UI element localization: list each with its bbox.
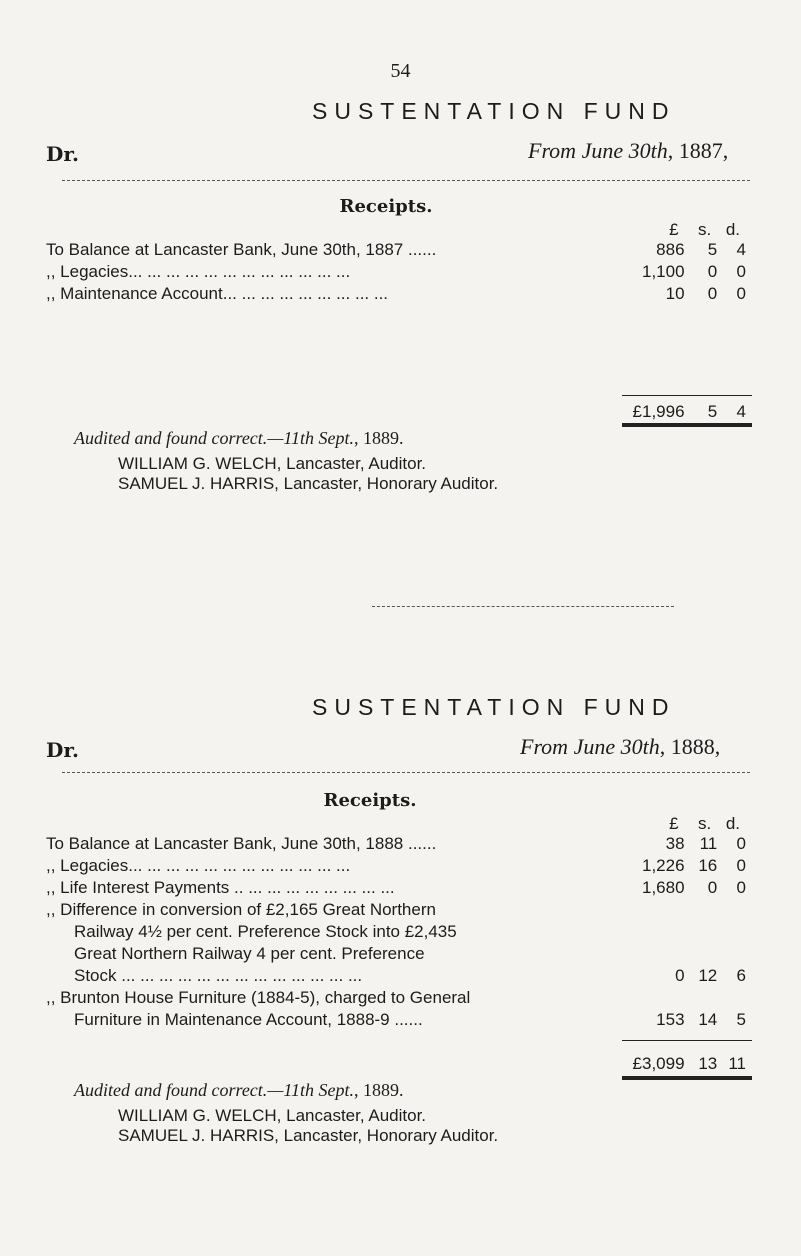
from-suffix: th <box>642 734 660 759</box>
table-row: Great Northern Railway 4 per cent. Preference <box>74 944 425 963</box>
receipts-table <box>46 834 746 1032</box>
from-month: June <box>581 138 624 163</box>
fund-title: SUSTENTATION FUND <box>312 694 676 720</box>
table-row: ,, Life Interest Payments .. ... ... ... ... ... ... ... ... 1,680 0 0 <box>46 878 746 897</box>
currency-header: £ s. d. <box>669 814 740 833</box>
receipts-heading: Receipts. <box>323 790 417 811</box>
audited-note: Audited and found correct.—11th Sept., 1889. <box>74 1080 404 1100</box>
table-row: ,, Maintenance Account... ... ... ... ... ... ... ... ... 10 0 0 <box>46 284 746 303</box>
header-rule <box>62 772 750 773</box>
table-row: ,, Legacies... ... ... ... ... ... ... ... ... ... ... ... 1,100 0 0 <box>46 262 746 281</box>
table-row: ,, Brunton House Furniture (1884-5), charged to General <box>46 988 471 1007</box>
from-prefix: From <box>528 138 582 163</box>
currency-header: £ s. d. <box>669 220 740 239</box>
dr-label: Dr. <box>46 142 80 166</box>
receipts-table <box>46 240 746 306</box>
audited-note: Audited and found correct.—11th Sept., 1889. <box>74 428 404 448</box>
from-suffix: th <box>650 138 668 163</box>
header-rule <box>62 180 750 181</box>
page-number: 54 <box>390 60 411 82</box>
from-day: 30 <box>615 734 643 759</box>
auditor-signature: SAMUEL J. HARRIS, Lancaster, Honorary Auditor. <box>118 1126 499 1145</box>
from-year: , 1887, <box>667 138 729 163</box>
period-heading <box>520 734 720 760</box>
section-divider <box>372 606 674 607</box>
dr-label: Dr. <box>46 738 80 762</box>
from-prefix: From <box>520 734 574 759</box>
auditor-signature: SAMUEL J. HARRIS, Lancaster, Honorary Auditor. <box>118 474 499 493</box>
total-amount: £3,099 13 11 <box>632 1054 746 1073</box>
table-row: Furniture in Maintenance Account, 1888-9 ...... 153 14 5 <box>74 1010 746 1029</box>
from-month: June <box>573 734 616 759</box>
table-row: To Balance at Lancaster Bank, June 30th, 1888 ...... 38 11 0 <box>46 834 746 853</box>
total-double-rule <box>622 423 752 427</box>
auditor-signature: WILLIAM G. WELCH, Lancaster, Auditor. <box>118 1106 427 1125</box>
total-amount: £1,996 5 4 <box>632 402 746 421</box>
from-day: 30 <box>623 138 651 163</box>
total-rule <box>622 395 752 396</box>
table-row: ,, Difference in conversion of £2,165 Great Northern <box>46 900 436 919</box>
total-double-rule <box>622 1076 752 1080</box>
total-rule <box>622 1040 752 1041</box>
fund-title: SUSTENTATION FUND <box>312 98 676 124</box>
table-row: To Balance at Lancaster Bank, June 30th, 1887 ...... 886 5 4 <box>46 240 746 259</box>
receipts-heading: Receipts. <box>339 196 433 217</box>
from-year: , 1888, <box>659 734 721 759</box>
table-row: Stock ... ... ... ... ... ... ... ... ... ... ... ... ... 0 12 6 <box>74 966 746 985</box>
table-row: Railway 4½ per cent. Preference Stock into £2,435 <box>74 922 457 941</box>
period-heading <box>528 138 728 164</box>
auditor-signature: WILLIAM G. WELCH, Lancaster, Auditor. <box>118 454 427 473</box>
table-row: ,, Legacies... ... ... ... ... ... ... ... ... ... ... ... 1,226 16 0 <box>46 856 746 875</box>
